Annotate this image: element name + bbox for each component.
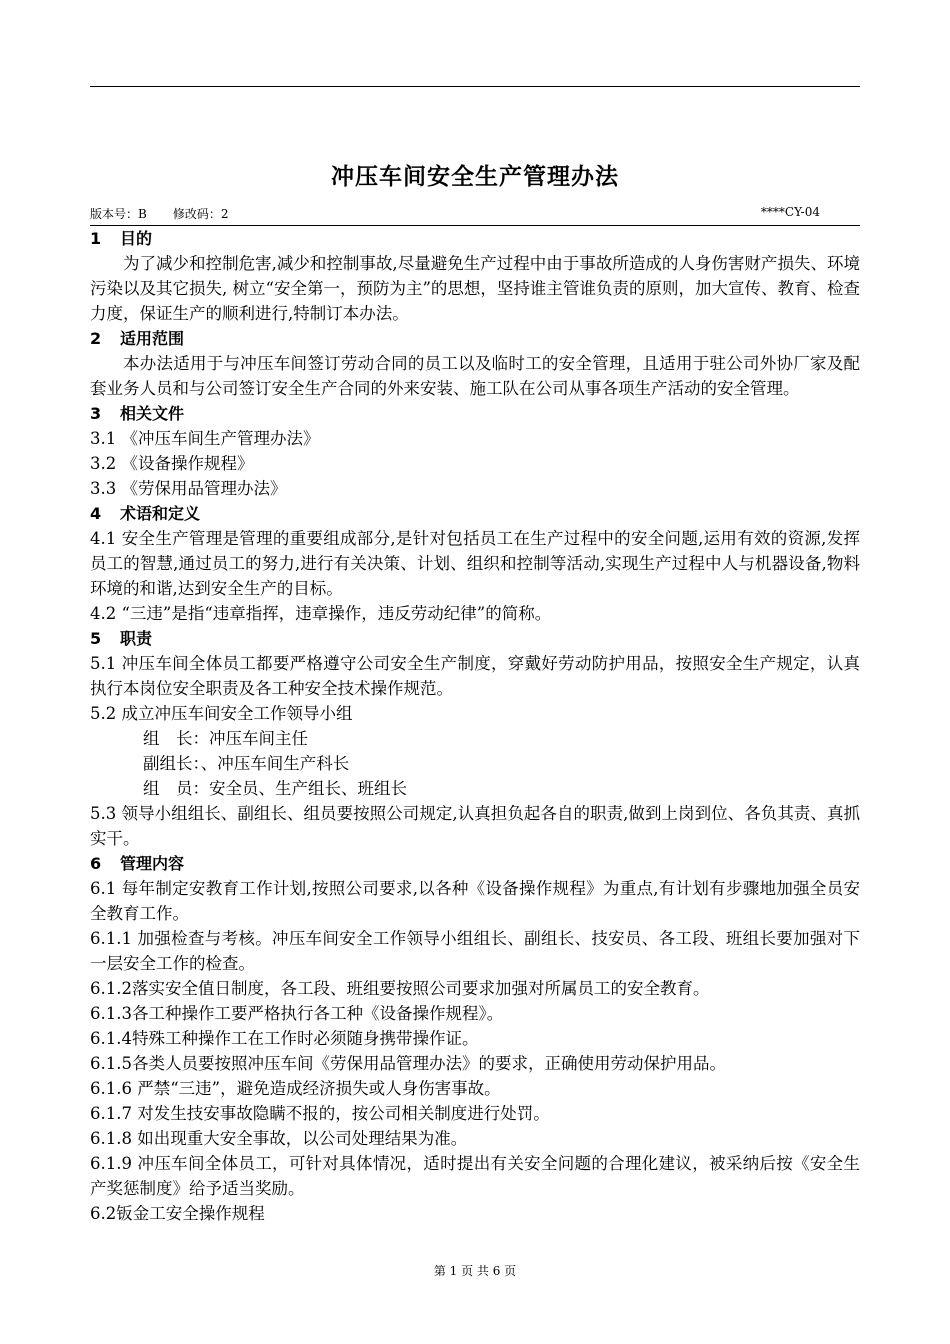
list-item: 6.1.3各工种操作工要严格执行各工种《设备操作规程》。 [90, 1004, 504, 1023]
list-item: 6.1.8 如出现重大安全事故，以公司处理结果为准。 [90, 1129, 468, 1148]
list-item: 6.1.6 严禁“三违”，避免造成经济损失或人身伤害事故。 [90, 1079, 501, 1098]
list-item: 5.2 成立冲压车间安全工作领导小组 [90, 704, 353, 723]
paragraph: 本办法适用于与冲压车间签订劳动合同的员工以及临时工的安全管理，且适用于驻公司外协厂家及配套业务人员和与公司签订安全生产合同的外来安装、施工队在公司从事各项生产活动的安全管理。 [90, 354, 860, 398]
section-heading-definitions: 4 术语和定义 [90, 504, 201, 523]
list-item: 6.1.5各类人员要按照冲压车间《劳保用品管理办法》的要求，正确使用劳动保护用品。 [90, 1054, 726, 1073]
team-deputy-line: 副组长：、冲压车间生产科长 [143, 754, 350, 773]
list-item: 4.1 安全生产管理是管理的重要组成部分,是针对包括员工在生产过程中的安全问题,运用有效的资源,发挥员工的智慧,通过员工的努力,进行有关决策、计划、组织和控制等活动,实现生产过程中人与机器设备,物料环境的和谐,达到安全生产的目标。 [90, 529, 860, 598]
team-members-line: 组 员：安全员、生产组长、班组长 [143, 779, 407, 798]
document-body [90, 226, 860, 1226]
list-item: 5.3 领导小组组长、副组长、组员要按照公司规定,认真担负起各自的职责,做到上岗到位、各负其责、真抓实干。 [90, 804, 860, 848]
list-item: 6.1.4特殊工种操作工在工作时必须随身携带操作证。 [90, 1029, 479, 1048]
paragraph: 为了减少和控制危害,减少和控制事故,尽量避免生产过程中由于事故所造成的人身伤害财产损失、环境污染以及其它损失, 树立“安全第一，预防为主”的思想，坚持谁主管谁负责的原则，加大宣传、教育、检查力度，保证生产的顺利进行,特制订本办法。 [90, 254, 860, 323]
header-rule [90, 86, 860, 87]
document-code: ****CY-04 [760, 205, 820, 219]
section-heading-management: 6 管理内容 [90, 854, 185, 873]
list-item: 6.1.9 冲压车间全体员工，可针对具体情况，适时提出有关安全问题的合理化建议，被采纳后按《安全生产奖惩制度》给予适当奖励。 [90, 1154, 860, 1198]
list-item: 3.1 《冲压车间生产管理办法》 [90, 429, 320, 448]
section-heading-references: 3 相关文件 [90, 404, 185, 423]
section-heading-purpose: 1 目的 [90, 229, 153, 248]
document-title: 冲压车间安全生产管理办法 [331, 164, 619, 190]
list-item: 6.1.1 加强检查与考核。冲压车间安全工作领导小组组长、副组长、技安员、各工段、班组长要加强对下一层安全工作的检查。 [90, 929, 860, 973]
team-leader-line: 组 长：冲压车间主任 [143, 729, 308, 748]
list-item: 6.1.7 对发生技安事故隐瞒不报的，按公司相关制度进行处罚。 [90, 1104, 550, 1123]
page-footer: 第 1 页 共 6 页 [433, 1264, 517, 1278]
list-item: 3.2 《设备操作规程》 [90, 454, 254, 473]
list-item: 5.1 冲压车间全体员工都要严格遵守公司安全生产制度，穿戴好劳动防护用品，按照安全生产规定，认真执行本岗位安全职责及各工种安全技术操作规范。 [90, 654, 860, 698]
list-item: 6.1.2落实安全值日制度，各工段、班组要按照公司要求加强对所属员工的安全教育。 [90, 979, 710, 998]
revision-label: 修改码：2 [172, 207, 229, 221]
list-item: 3.3 《劳保用品管理办法》 [90, 479, 287, 498]
version-info [90, 205, 228, 222]
version-label: 版本号：B [90, 207, 147, 221]
list-item: 4.2 “三违”是指“违章指挥，违章操作，违反劳动纪律”的简称。 [90, 604, 552, 623]
list-item: 6.2钣金工安全操作规程 [90, 1204, 265, 1223]
section-heading-scope: 2 适用范围 [90, 329, 185, 348]
section-heading-responsibilities: 5 职责 [90, 629, 153, 648]
list-item: 6.1 每年制定安教育工作计划,按照公司要求,以各种《设备操作规程》为重点,有计划有步骤地加强全员安全教育工作。 [90, 879, 860, 923]
